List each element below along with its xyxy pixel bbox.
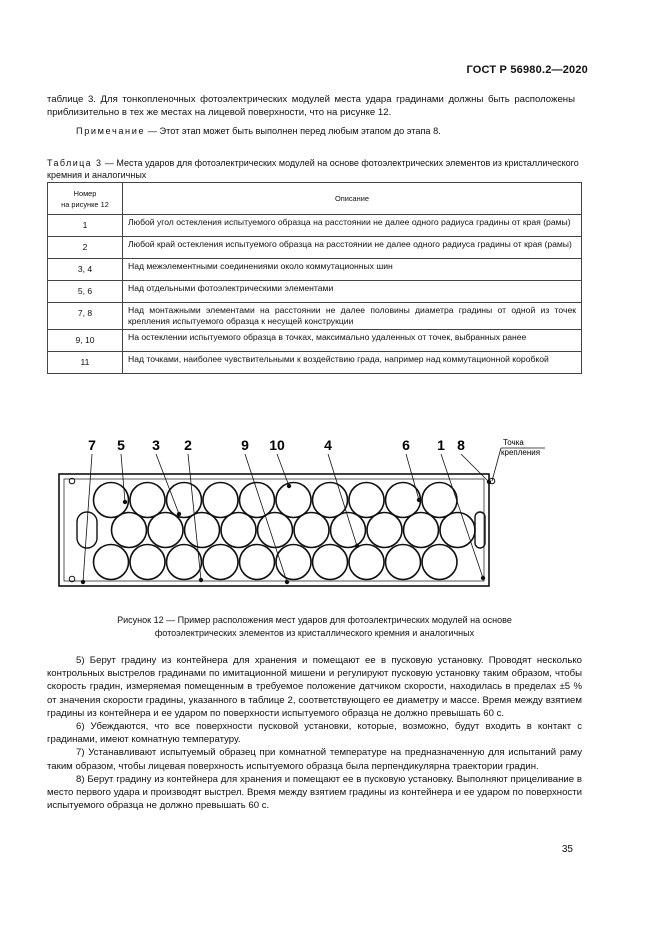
cell-circle [422, 545, 457, 580]
row-number: 3, 4 [48, 259, 123, 281]
row-description: Над межэлементными соединениями около коммутационных шин [123, 259, 582, 281]
cell-circle [130, 483, 165, 518]
steps-block [47, 654, 582, 812]
step-6: 6) Убеждаются, что все поверхности пусковой установки, которые, возможно, будут входить в контакт с градинами, имеют комнатную температуру. [47, 721, 582, 746]
table-row [48, 281, 582, 303]
figure-label: 3 [152, 437, 160, 453]
cell-circle [422, 483, 457, 518]
mount-label-leader [492, 448, 501, 481]
cell-circle [276, 545, 311, 580]
row-number: 9, 10 [48, 330, 123, 352]
impact-point [123, 500, 127, 504]
cell-circle [185, 513, 220, 548]
figure-label: 2 [184, 437, 192, 453]
table-row [48, 237, 582, 259]
row-description: Любой край остекления испытуемого образца на расстоянии не далее одного радиуса градины от края (рамы) [123, 237, 582, 259]
col-header-number-line1: Номер [73, 188, 97, 198]
figure-label: 6 [402, 437, 410, 453]
row-number: 11 [48, 352, 123, 374]
table-row [48, 352, 582, 374]
cell-circle [294, 513, 329, 548]
cell-circle [440, 513, 475, 548]
leader-line [121, 454, 125, 502]
mount-point-label-line2: крепления [501, 448, 541, 457]
figure-caption-line1: Рисунок 12 — Пример расположения мест ударов для фотоэлектрических модулей на основе [117, 615, 512, 625]
impact-point [287, 484, 291, 488]
row-number: 7, 8 [48, 303, 123, 330]
table-row [48, 215, 582, 237]
figure-label: 10 [269, 437, 285, 453]
standard-header: ГОСТ Р 56980.2—2020 [466, 64, 588, 76]
leader-line [406, 454, 419, 500]
impact-locations-table [47, 182, 582, 374]
figure-label: 7 [88, 437, 96, 453]
cell-circle [367, 513, 402, 548]
note-label: Примечание [76, 126, 146, 136]
cell-circle [130, 545, 165, 580]
row-description: Любой угол остекления испытуемого образца на расстоянии не далее одного радиуса градины от края (рамы) [123, 215, 582, 237]
figure-caption-line2: фотоэлектрических элементов из кристаллического кремния и аналогичных [154, 627, 475, 638]
cell-circle [148, 513, 183, 548]
table-row [48, 330, 582, 352]
table-caption [47, 157, 582, 181]
cell-circle [240, 545, 275, 580]
figure-label: 9 [241, 437, 249, 453]
impact-point [487, 480, 491, 484]
cell-circle [404, 513, 439, 548]
step-8: 8) Берут градину из контейнера для хранения и помещают ее в пусковую установку. Выполняют прицеливание в место первого удара и производят выстрел. Время между взятием градины из контейнера и ее ударом по поверхности испытуемого образца не должно превышать 60 с. [47, 773, 582, 812]
figure-label: 4 [324, 437, 332, 453]
leader-line [461, 454, 489, 482]
step-5: 5) Берут градину из контейнера для хранения и помещают ее в пусковую установку. Проводят несколько контрольных выстрелов градинами по имитационной мишени и регулируют пусковую установку таким образом, чтобы скорость градин, измеряемая помещенным в требуемое положение датчиком скорости, находилась в пределах ±5 % от значения скорости градины, указанного в таблице 2, соответствующего ее диаметру и массе. Время между взятием градины из контейнера и ее ударом по поверхности испытуемого образца не должно превышать 60 с. [47, 655, 582, 719]
impact-point [481, 576, 485, 580]
col-header-number [48, 183, 123, 215]
cell-circle [94, 483, 129, 518]
cell-circle [313, 545, 348, 580]
row-description: Над отдельными фотоэлектрическими элементами [123, 281, 582, 303]
table-row [48, 303, 582, 330]
intro-note [76, 126, 441, 136]
cell-circle [167, 483, 202, 518]
cell-circle [203, 545, 238, 580]
table-row [48, 259, 582, 281]
impact-point [355, 544, 359, 548]
cell-circle [258, 513, 293, 548]
col-header-number-line2: на рисунке 12 [61, 199, 109, 209]
page-number: 35 [561, 844, 573, 855]
cell-circle [221, 513, 256, 548]
table-caption-text: — Места ударов для фотоэлектрических модулей на основе фотоэлектрических элементов из кристаллического кремния и аналогичных [47, 158, 579, 180]
row-number: 1 [48, 215, 123, 237]
cell-end [475, 512, 485, 548]
figure-label: 5 [117, 437, 125, 453]
cell-circle [349, 483, 384, 518]
mount-point-label-line1: Точка [503, 438, 524, 447]
row-description: Над точками, наиболее чувствительными к воздействию града, например над коммутационной коробкой [123, 352, 582, 374]
impact-point [285, 580, 289, 584]
note-text: — Этот этап может быть выполнен перед любым этапом до этапа 8. [145, 126, 441, 136]
impact-point [81, 580, 85, 584]
cell-circle [112, 513, 147, 548]
cell-circle [386, 545, 421, 580]
figure-label: 8 [457, 437, 465, 453]
step-7: 7) Устанавливают испытуемый образец при комнатной температуре на предназначенную для испытаний раму таким образом, чтобы лицевая поверхность испытуемого образца была перпендикулярна траектории градин. [47, 747, 582, 772]
cell-circle [276, 483, 311, 518]
row-description: На остеклении испытуемого образца в точках, максимально удаленных от точек, выбранных ранее [123, 330, 582, 352]
figure-labels [88, 437, 465, 453]
table-caption-label: Таблица 3 [47, 158, 103, 168]
leader-line [328, 454, 357, 546]
cell-circle [240, 483, 275, 518]
row-description: Над монтажными элементами на расстоянии не далее половины диаметра градины от одной из точек крепления испытуемого образца к несущей конструкции [123, 303, 582, 330]
cell-circle [203, 483, 238, 518]
cell-circle [349, 545, 384, 580]
impact-point [177, 512, 181, 516]
impact-point [199, 578, 203, 582]
row-number: 2 [48, 237, 123, 259]
impact-point [417, 498, 421, 502]
row-number: 5, 6 [48, 281, 123, 303]
figure-12-diagram [55, 434, 585, 594]
leader-line [277, 454, 289, 486]
cell-circle [167, 545, 202, 580]
intro-paragraph: таблице 3. Для тонкопленочных фотоэлектрических модулей места удара градинами должны быть расположены приблизительно в тех же местах на лицевой поверхности, что на рисунке 12. [47, 94, 575, 119]
figure-label: 1 [437, 437, 445, 453]
col-header-description: Описание [123, 183, 582, 215]
cell-circle [94, 545, 129, 580]
figure-caption [47, 614, 582, 639]
